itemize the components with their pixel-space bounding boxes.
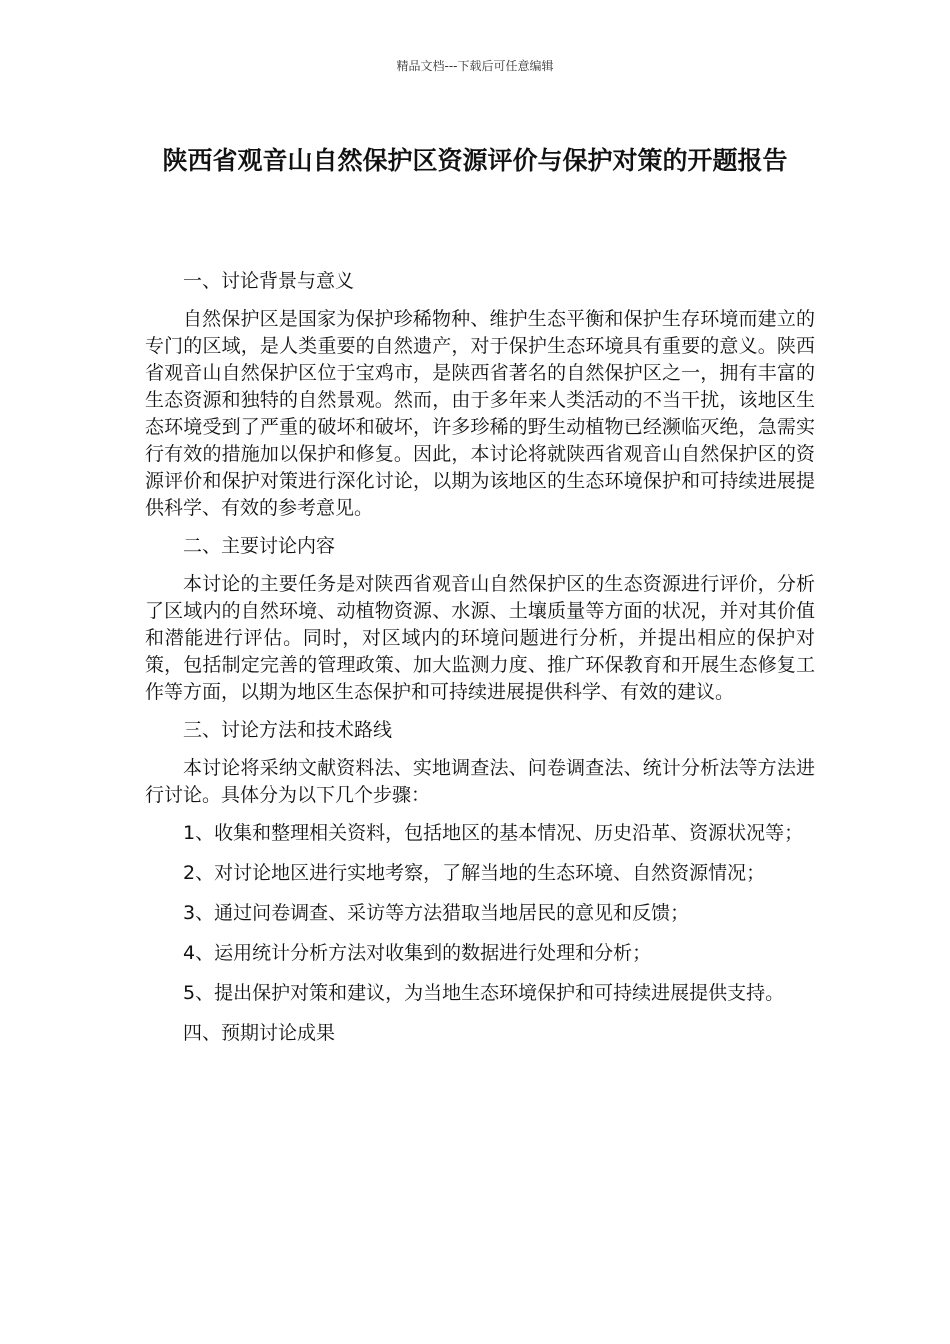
- document-title: 陕西省观音山自然保护区资源评价与保护对策的开题报告: [162, 146, 788, 175]
- section-body-background: 自然保护区是国家为保护珍稀物种、维护生态平衡和保护生存环境而建立的专门的区域，是人类重要的自然遗产，对于保护生态环境具有重要的意义。陕西省观音山自然保护区位于宝鸡市，是陕西省著名的自然保护区之一，拥有丰富的生态资源和独特的自然景观。然而，由于多年来人类活动的不当干扰，该地区生态环境受到了严重的破坏和破坏，许多珍稀的野生动植物已经濒临灭绝，急需实行有效的措施加以保护和修复。因此，本讨论将就陕西省观音山自然保护区的资源评价和保护对策进行深化讨论，以期为该地区的生态环境保护和可持续进展提供科学、有效的参考意见。: [145, 308, 815, 519]
- section-body-methods: 本讨论将采纳文献资料法、实地调查法、问卷调查法、统计分析法等方法进行讨论。具体分为以下几个步骤：: [145, 757, 815, 806]
- section-heading-expected-results: 四、预期讨论成果: [183, 1022, 336, 1044]
- method-step: 5、提出保护对策和建议，为当地生态环境保护和可持续进展提供支持。: [183, 982, 785, 1004]
- document-body: [145, 268, 815, 1058]
- section-body-main-content: 本讨论的主要任务是对陕西省观音山自然保护区的生态资源进行评价，分析了区域内的自然环境、动植物资源、水源、土壤质量等方面的状况，并对其价值和潜能进行评估。同时，对区域内的环境问题进行分析，并提出相应的保护对策，包括制定完善的管理政策、加大监测力度、推广环保教育和开展生态修复工作等方面，以期为地区生态保护和可持续进展提供科学、有效的建议。: [145, 573, 815, 703]
- method-step: 2、对讨论地区进行实地考察，了解当地的生态环境、自然资源情况；: [183, 862, 766, 884]
- header-note: 精品文档---下载后可任意编辑: [396, 59, 554, 73]
- section-heading-background: 一、讨论背景与意义: [183, 270, 355, 292]
- section-heading-main-content: 二、主要讨论内容: [183, 535, 336, 557]
- method-step: 1、收集和整理相关资料，包括地区的基本情况、历史沿革、资源状况等；: [183, 822, 804, 844]
- method-step: 4、运用统计分析方法对收集到的数据进行处理和分析；: [183, 942, 652, 964]
- method-step: 3、通过问卷调查、采访等方法猎取当地居民的意见和反馈；: [183, 902, 690, 924]
- section-heading-methods: 三、讨论方法和技术路线: [183, 719, 393, 741]
